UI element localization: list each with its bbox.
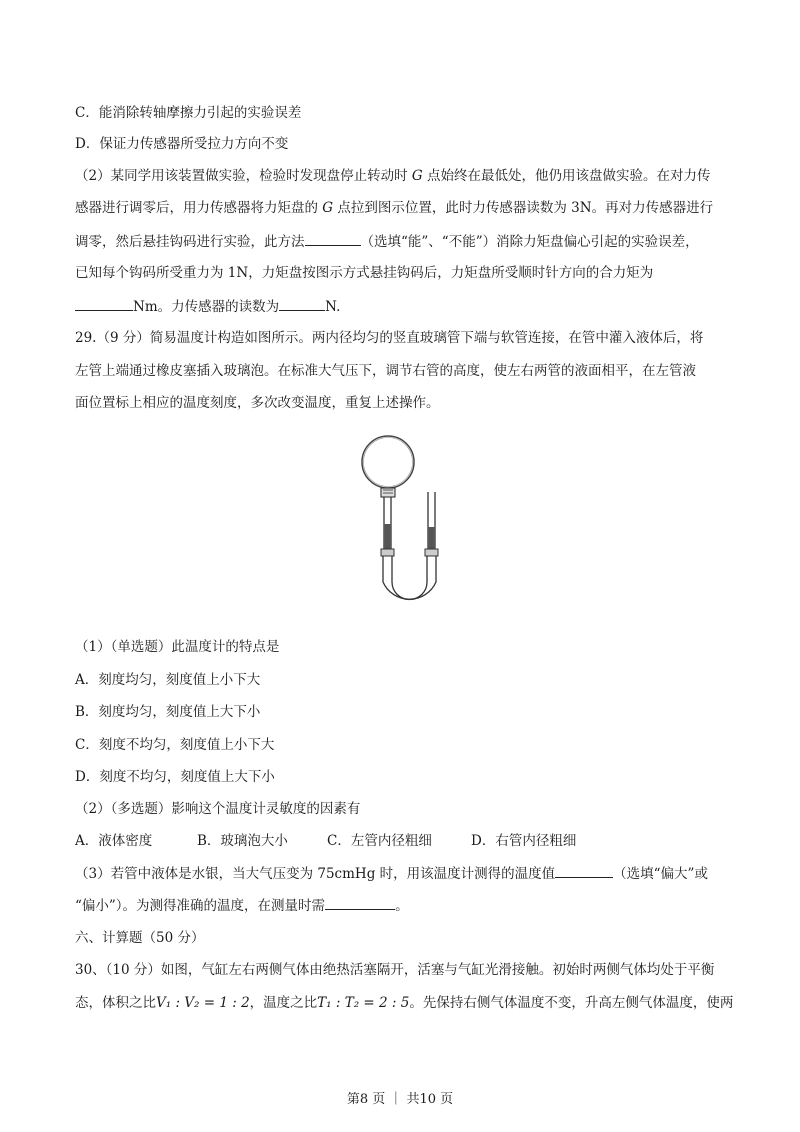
answer-blank[interactable] xyxy=(75,296,133,311)
q29-stem-line1: 29.（9 分）简易温度计构造如图所示。两内径均匀的竖直玻璃管下端与软管连接，在管中灌入液体后，将 xyxy=(75,330,704,346)
q29-2-option-c: C．左管内径粗细 xyxy=(327,833,432,849)
q29-part3-line1: （3）若管中液体是水银，当大气压变为 75cmHg 时，用该温度计测得的温度值 （选填“偏大”或 xyxy=(75,863,740,884)
glass-bulb xyxy=(362,436,414,488)
answer-blank[interactable] xyxy=(279,296,325,311)
q29-1-option-c: C．刻度不均匀，刻度值上小下大 xyxy=(75,737,275,753)
temperature-ratio: T₁ : T₂ = 2 : 5 xyxy=(317,995,410,1011)
thermometer-figure xyxy=(330,432,470,622)
q28-part2-line2: 感器进行调零后，用力传感器将力矩盘的 G 点拉到图示位置，此时力传感器读数为 3N。再对力传感器进行 xyxy=(75,200,714,216)
q30-line2: 态，体积之比V₁ : V₂ = 1 : 2，温度之比T₁ : T₂ = 2 : 5。先保持右侧气体温度不变，升高左侧气体温度，使两 xyxy=(75,995,734,1011)
q29-2-option-d: D．右管内径粗细 xyxy=(471,833,577,849)
q29-1-option-d: D．刻度不均匀，刻度值上大下小 xyxy=(75,769,275,785)
answer-blank[interactable] xyxy=(555,863,613,878)
q29-part3-line2: “偏小”）。为测得准确的温度，在测量时需 。 xyxy=(75,895,740,916)
q28-part2-line1: （2）某同学用该装置做实验，检验时发现盘停止转动时 G 点始终在最低处，他仍用该盘做实验。在对力传 xyxy=(75,168,711,184)
q29-1-option-a: A．刻度均匀，刻度值上小下大 xyxy=(75,672,261,688)
q30-line1: 30、（10 分）如图，气缸左右两侧气体由绝热活塞隔开，活塞与气缸光滑接触。初始时两侧气体均处于平衡 xyxy=(75,962,715,978)
q29-stem-line3: 面位置标上相应的温度刻度，多次改变温度，重复上述操作。 xyxy=(75,395,440,411)
q29-stem-line2: 左管上端通过橡皮塞插入玻璃泡。在标准大气压下，调节右管的高度，使左右两管的液面相平，在左管液 xyxy=(75,363,696,379)
answer-blank[interactable] xyxy=(325,895,395,910)
soft-hose xyxy=(383,556,436,599)
q29-2-option-a: A．液体密度 xyxy=(75,833,153,849)
q28-part2-line4: 已知每个钩码所受重力为 1N，力矩盘按图示方式悬挂钩码后，力矩盘所受顺时针方向的合力矩为 xyxy=(75,265,654,281)
q29-1-option-b: B．刻度均匀，刻度值上大下小 xyxy=(75,704,261,720)
option-d: D．保证力传感器所受拉力方向不变 xyxy=(75,136,289,152)
rubber-stopper xyxy=(381,488,395,497)
q29-part1: （1）（单选题）此温度计的特点是 xyxy=(75,639,280,655)
option-c: C．能消除转轴摩擦力引起的实验误差 xyxy=(75,105,302,121)
q29-2-option-b: B．玻璃泡大小 xyxy=(197,833,288,849)
section-heading: 六、计算题（50 分） xyxy=(75,930,205,946)
q29-2-options xyxy=(75,831,740,851)
q28-part2-line3: 调零，然后悬挂钩码进行实验，此方法 （选填“能”、“不能”）消除力矩盘偏心引起的实验误差， xyxy=(75,231,740,252)
q29-part2: （2）（多选题）影响这个温度计灵敏度的因素有 xyxy=(75,801,361,817)
answer-blank[interactable] xyxy=(305,231,361,246)
q28-part2-line5: Nm。力传感器的读数为 N. xyxy=(75,296,740,317)
page-footer: 第8 页 ｜ 共10 页 xyxy=(346,1092,454,1107)
volume-ratio: V₁ : V₂ = 1 : 2 xyxy=(156,995,250,1011)
